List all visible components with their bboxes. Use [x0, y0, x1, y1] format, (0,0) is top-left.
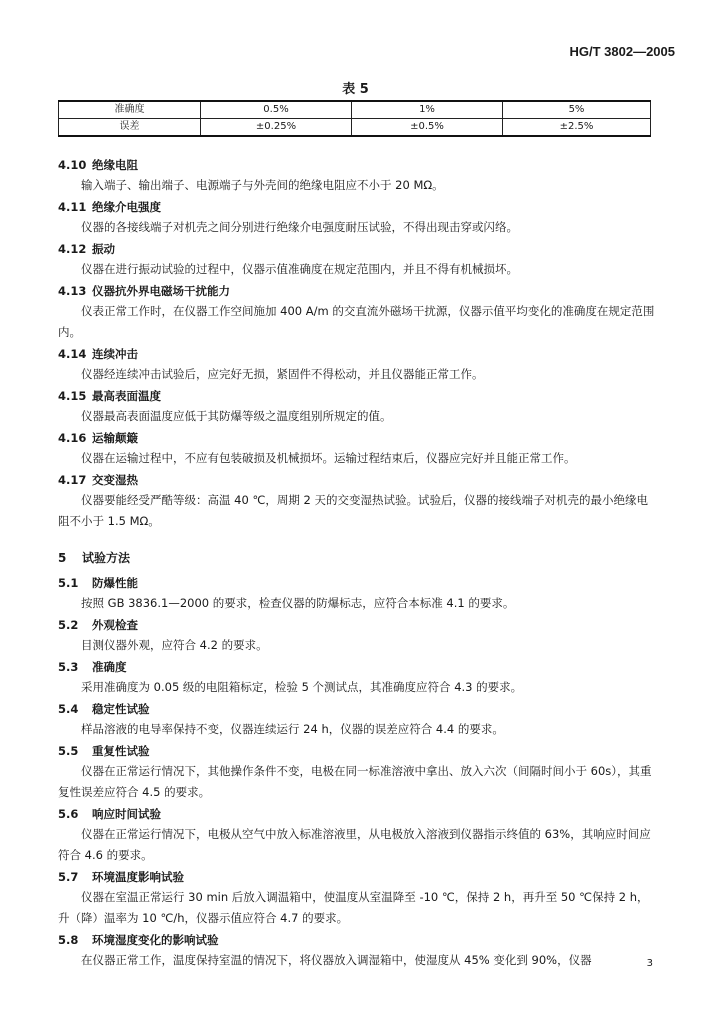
section-text: 仪器要能经受严酷等级：高温 40 ℃，周期 2 天的交变湿热试验。试验后，仪器的接线端子对机壳的最小绝缘电阻不小于 1.5 MΩ。 — [58, 493, 648, 528]
section-heading — [58, 240, 658, 259]
section-title: 准确度 — [92, 660, 127, 674]
section-heading — [58, 574, 658, 593]
section-heading — [58, 868, 658, 887]
section-number: 5.7 — [58, 870, 79, 884]
section-title: 振动 — [92, 242, 115, 256]
section-number: 4.17 — [58, 473, 87, 487]
section-heading — [58, 616, 658, 635]
section-number: 4.11 — [58, 200, 87, 214]
section-number: 5.5 — [58, 744, 79, 758]
section-title: 绝缘电阻 — [92, 158, 138, 172]
table-row — [59, 101, 651, 119]
section-5-7 — [58, 868, 658, 929]
section-text: 仪表正常工作时，在仪器工作空间施加 400 A/m 的交直流外磁场干扰源，仪器示值平均变化的准确度在规定范围内。 — [58, 304, 655, 339]
section-title: 响应时间试验 — [92, 807, 161, 821]
section-4-11 — [58, 198, 658, 238]
section-heading — [58, 282, 658, 301]
standard-code: HG/T 3802—2005 — [569, 44, 675, 59]
section-text: 仪器最高表面温度应低于其防爆等级之温度组别所规定的值。 — [81, 409, 392, 423]
section-title: 稳定性试验 — [92, 702, 150, 716]
section-title: 环境湿度变化的影响试验 — [92, 933, 219, 947]
section-heading — [58, 156, 658, 175]
section-number: 5.6 — [58, 807, 79, 821]
section-number: 5.1 — [58, 576, 79, 590]
section-number: 4.15 — [58, 389, 87, 403]
section-5-8 — [58, 931, 658, 971]
section-heading — [58, 471, 658, 490]
section-number: 5.4 — [58, 702, 79, 716]
section-heading — [58, 198, 658, 217]
section-text: 仪器在正常运行情况下，电极从空气中放入标准溶液里，从电极放入溶液到仪器指示终值的 63%，其响应时间应符合 4.6 的要求。 — [58, 827, 651, 862]
main-content — [58, 156, 658, 973]
section-number: 5.8 — [58, 933, 79, 947]
section-5-5 — [58, 742, 658, 803]
section-title: 运输颠簸 — [92, 431, 138, 445]
section-heading — [58, 805, 658, 824]
accuracy-table — [58, 100, 651, 137]
section-5-1 — [58, 574, 658, 614]
section-heading — [58, 387, 658, 406]
section-text: 仪器在进行振动试验的过程中，仪器示值准确度在规定范围内，并且不得有机械损坏。 — [81, 262, 518, 276]
section-heading — [58, 429, 658, 448]
section-number: 4.10 — [58, 158, 87, 172]
table-row — [59, 119, 651, 137]
section-text: 采用准确度为 0.05 级的电阻箱标定，检验 5 个测试点，其准确度应符合 4.3 的要求。 — [81, 680, 523, 694]
section-4-17 — [58, 471, 658, 532]
section-title: 最高表面温度 — [92, 389, 161, 403]
section-4-14 — [58, 345, 658, 385]
section-text: 仪器在室温正常运行 30 min 后放入调温箱中，使温度从室温降至 -10 ℃，保持 2 h，再升至 50 ℃保持 2 h，升（降）温率为 10 ℃/h，仪器示值应符合 4.7 的要求。 — [58, 890, 649, 925]
section-title: 仪器抗外界电磁场干扰能力 — [92, 284, 230, 298]
section-title: 环境温度影响试验 — [92, 870, 184, 884]
section-heading — [58, 345, 658, 364]
section-number: 5.2 — [58, 618, 79, 632]
section-4-16 — [58, 429, 658, 469]
section-heading — [58, 931, 658, 950]
chapter-title: 试验方法 — [82, 551, 131, 565]
section-5-4 — [58, 700, 658, 740]
chapter-heading — [58, 546, 658, 570]
table-cell: ±0.5% — [352, 119, 503, 137]
section-5-3 — [58, 658, 658, 698]
section-text: 在仪器正常工作，温度保持室温的情况下，将仪器放入调湿箱中，使湿度从 45% 变化到 90%，仪器 — [81, 953, 592, 967]
section-text: 仪器在正常运行情况下，其他操作条件不变，电极在同一标准溶液中拿出、放入六次（间隔时间小于 60s），其重复性误差应符合 4.5 的要求。 — [58, 764, 652, 799]
table-title: 表 5 — [342, 82, 369, 97]
section-title: 防爆性能 — [92, 576, 138, 590]
section-4-13 — [58, 282, 658, 343]
table-cell: 0.5% — [201, 101, 352, 119]
section-number: 5.3 — [58, 660, 79, 674]
section-number: 4.13 — [58, 284, 87, 298]
table-cell: 1% — [352, 101, 503, 119]
section-4-12 — [58, 240, 658, 280]
section-text: 按照 GB 3836.1—2000 的要求，检查仪器的防爆标志，应符合本标准 4.1 的要求。 — [81, 596, 515, 610]
section-text: 仪器经连续冲击试验后，应完好无损，紧固件不得松动，并且仪器能正常工作。 — [81, 367, 484, 381]
section-title: 绝缘介电强度 — [92, 200, 161, 214]
section-number: 4.12 — [58, 242, 87, 256]
table-cell: 误差 — [59, 119, 201, 137]
section-title: 交变湿热 — [92, 473, 138, 487]
section-title: 重复性试验 — [92, 744, 150, 758]
section-text: 输入端子、输出端子、电源端子与外壳间的绝缘电阻应不小于 20 MΩ。 — [81, 178, 444, 192]
page-number: 3 — [646, 958, 653, 969]
section-text: 仪器的各接线端子对机壳之间分别进行绝缘介电强度耐压试验，不得出现击穿或闪络。 — [81, 220, 518, 234]
section-heading — [58, 700, 658, 719]
section-4-10 — [58, 156, 658, 196]
table-cell: ±2.5% — [503, 119, 651, 137]
section-5-2 — [58, 616, 658, 656]
section-4-15 — [58, 387, 658, 427]
table-cell: 5% — [503, 101, 651, 119]
section-title: 连续冲击 — [92, 347, 138, 361]
table-cell: ±0.25% — [201, 119, 352, 137]
chapter-number: 5 — [58, 551, 67, 565]
section-text: 目测仪器外观，应符合 4.2 的要求。 — [81, 638, 268, 652]
section-text: 样品溶液的电导率保持不变，仪器连续运行 24 h，仪器的误差应符合 4.4 的要求。 — [81, 722, 504, 736]
section-text: 仪器在运输过程中，不应有包装破损及机械损坏。运输过程结束后，仪器应完好并且能正常工作。 — [81, 451, 576, 465]
section-number: 4.16 — [58, 431, 87, 445]
section-title: 外观检查 — [92, 618, 138, 632]
section-number: 4.14 — [58, 347, 87, 361]
section-5-6 — [58, 805, 658, 866]
section-heading — [58, 658, 658, 677]
table-cell: 准确度 — [59, 101, 201, 119]
section-heading — [58, 742, 658, 761]
